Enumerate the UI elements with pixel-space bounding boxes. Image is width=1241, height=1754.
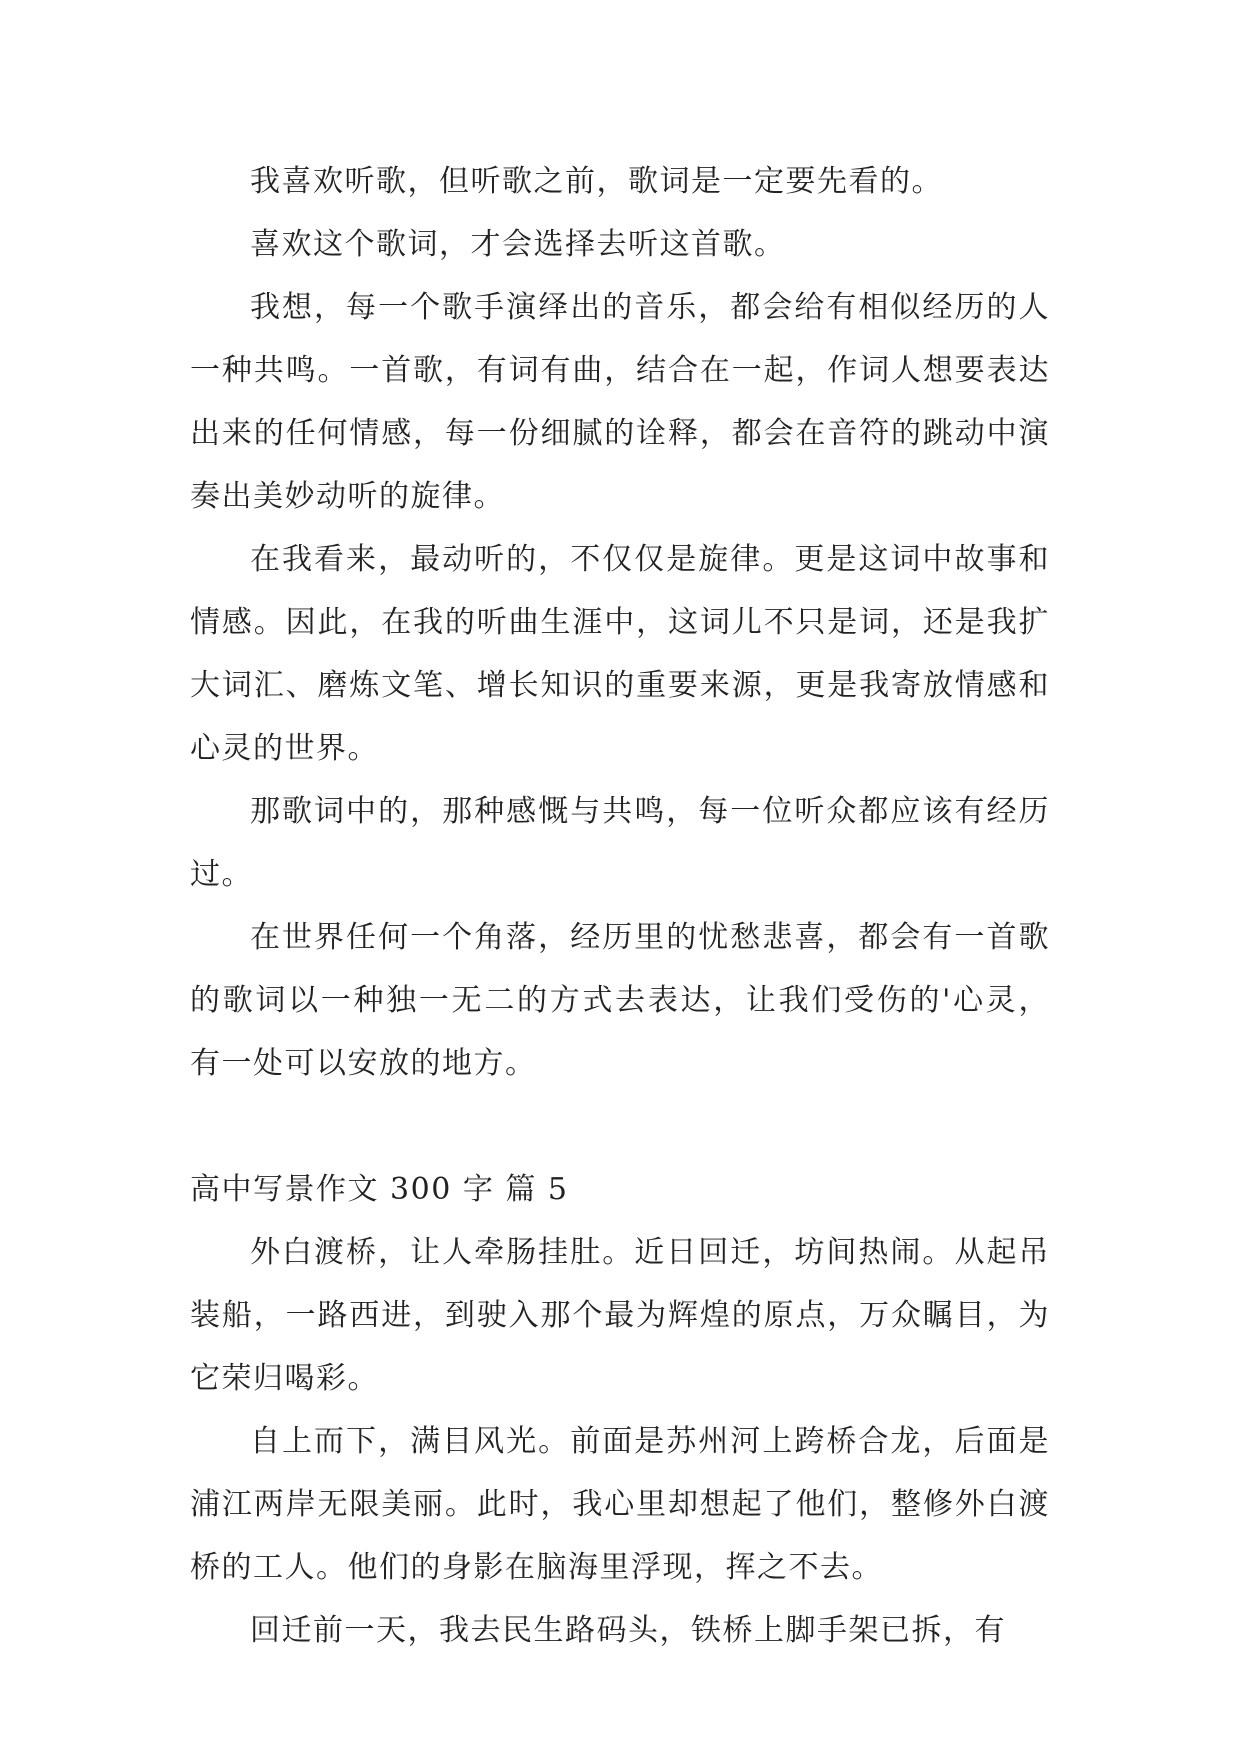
paragraph: 我想，每一个歌手演绎出的音乐，都会给有相似经历的人一种共鸣。一首歌，有词有曲，结合在一起，作词人想要表达出来的任何情感，每一份细腻的诠释，都会在音符的跳动中演奏出美妙动听的旋律。 bbox=[190, 290, 1050, 514]
document-page bbox=[190, 150, 1050, 1662]
paragraph: 自上而下，满目风光。前面是苏州河上跨桥合龙，后面是浦江两岸无限美丽。此时，我心里却想起了他们，整修外白渡桥的工人。他们的身影在脑海里浮现，挥之不去。 bbox=[190, 1424, 1050, 1585]
paragraph: 在世界任何一个角落，经历里的忧愁悲喜，都会有一首歌的歌词以一种独一无二的方式去表达，让我们受伤的'心灵，有一处可以安放的地方。 bbox=[190, 920, 1050, 1081]
paragraph: 我喜欢听歌，但听歌之前，歌词是一定要先看的。 bbox=[250, 164, 943, 199]
paragraph: 外白渡桥，让人牵肠挂肚。近日回迁，坊间热闹。从起吊装船，一路西进，到驶入那个最为辉煌的原点，万众瞩目，为它荣归喝彩。 bbox=[190, 1235, 1050, 1396]
paragraph: 那歌词中的，那种感慨与共鸣，每一位听众都应该有经历过。 bbox=[190, 794, 1050, 892]
section-heading: 高中写景作文 300 字 篇 5 bbox=[190, 1172, 569, 1207]
paragraph: 喜欢这个歌词，才会选择去听这首歌。 bbox=[250, 227, 786, 262]
section-spacer bbox=[190, 1095, 1050, 1158]
paragraph: 在我看来，最动听的，不仅仅是旋律。更是这词中故事和情感。因此，在我的听曲生涯中，这词儿不只是词，还是我扩大词汇、磨炼文笔、增长知识的重要来源，更是我寄放情感和心灵的世界。 bbox=[190, 542, 1050, 766]
paragraph: 回迁前一天，我去民生路码头，铁桥上脚手架已拆，有 bbox=[250, 1613, 1006, 1648]
